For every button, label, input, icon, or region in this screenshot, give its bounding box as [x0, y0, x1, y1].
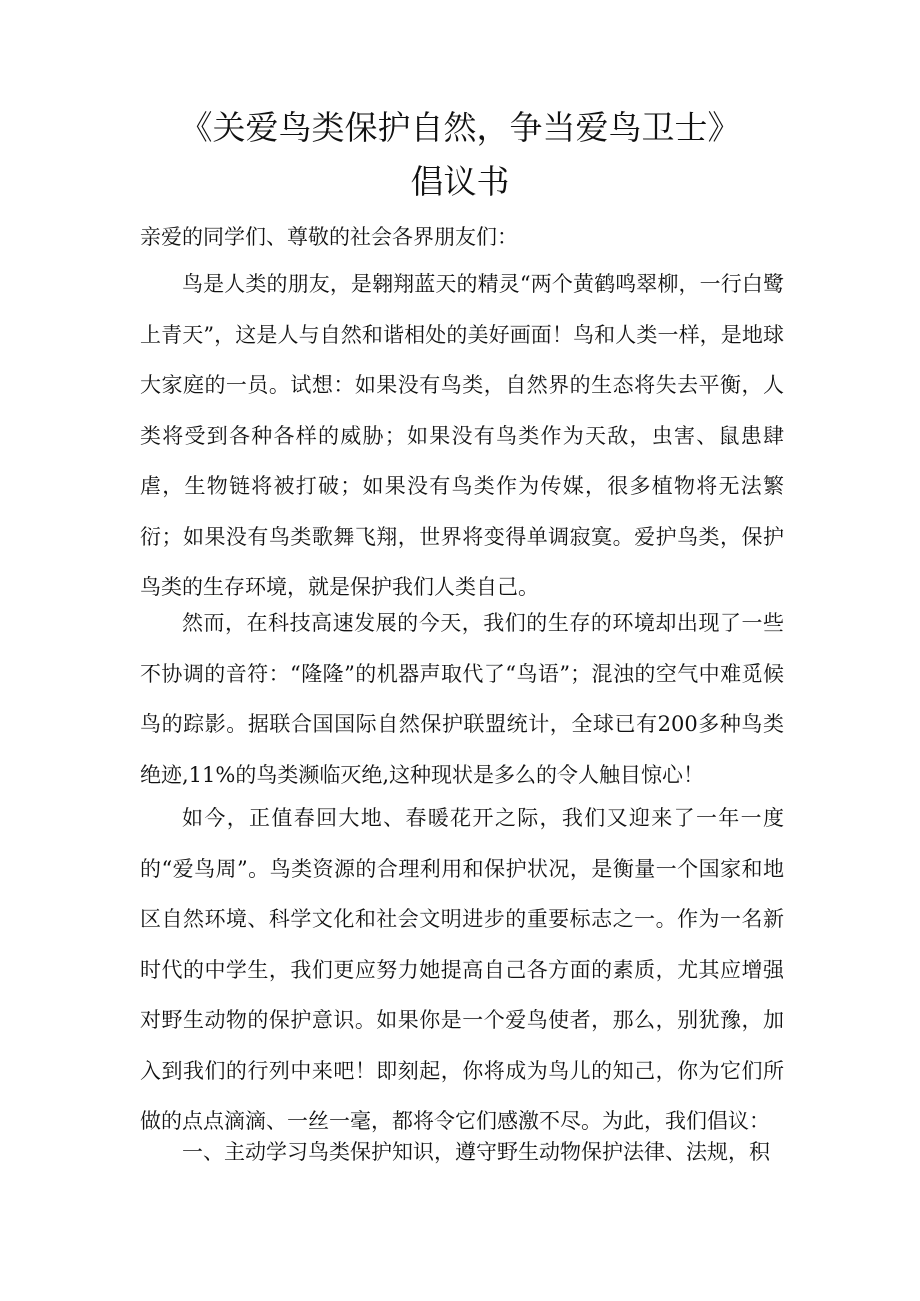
paragraph-4: 一、主动学习鸟类保护知识，遵守野生动物保护法律、法规，积: [182, 1140, 770, 1164]
document-subtitle: 倡议书: [410, 162, 510, 201]
document-title: 《关爱鸟类保护自然，争当爱鸟卫士》: [179, 108, 741, 147]
paragraph-1: 鸟是人类的朋友，是翱翔蓝天的精灵“两个黄鹤鸣翠柳，一行白鹭上青天”，这是人与自然和谐相处的美好画面！鸟和人类一样，是地球大家庭的一员。试想：如果没有鸟类，自然界的生态将失去平衡，人类将受到各种各样的威胁；如果没有鸟类作为天敌，虫害、鼠患肆虐，生物链将被打破；如果没有鸟类作为传媒，很多植物将无法繁衍；如果没有鸟类歌舞飞翔，世界将变得单调寂寞。爱护鸟类，保护鸟类的生存环境，就是保护我们人类自己。: [140, 272, 784, 599]
paragraph-3: 如今，正值春回大地、春暖花开之际，我们又迎来了一年一度的“爱鸟周”。鸟类资源的合理利用和保护状况，是衡量一个国家和地区自然环境、科学文化和社会文明进步的重要标志之一。作为一名新时代的中学生，我们更应努力她提高自己各方面的素质，尤其应增强对野生动物的保护意识。如果你是一个爱鸟使者，那么，别犹豫，加入到我们的行列中来吧！即刻起，你将成为鸟儿的知己，你为它们所做的点点滴滴、一丝一毫，都将令它们感激不尽。为此，我们倡议：: [140, 806, 784, 1133]
paragraph-2: 然而，在科技高速发展的今天，我们的生存的环境却出现了一些不协调的音符：“隆隆”的机器声取代了“鸟语”；混浊的空气中难觅候鸟的踪影。据联合国国际自然保护联盟统计，全球已有200多种鸟类绝迹,11%的鸟类濒临灭绝,这种现状是多么的令人触目惊心！: [140, 611, 784, 787]
salutation: 亲爱的同学们、尊敬的社会各界朋友们：: [140, 225, 518, 249]
